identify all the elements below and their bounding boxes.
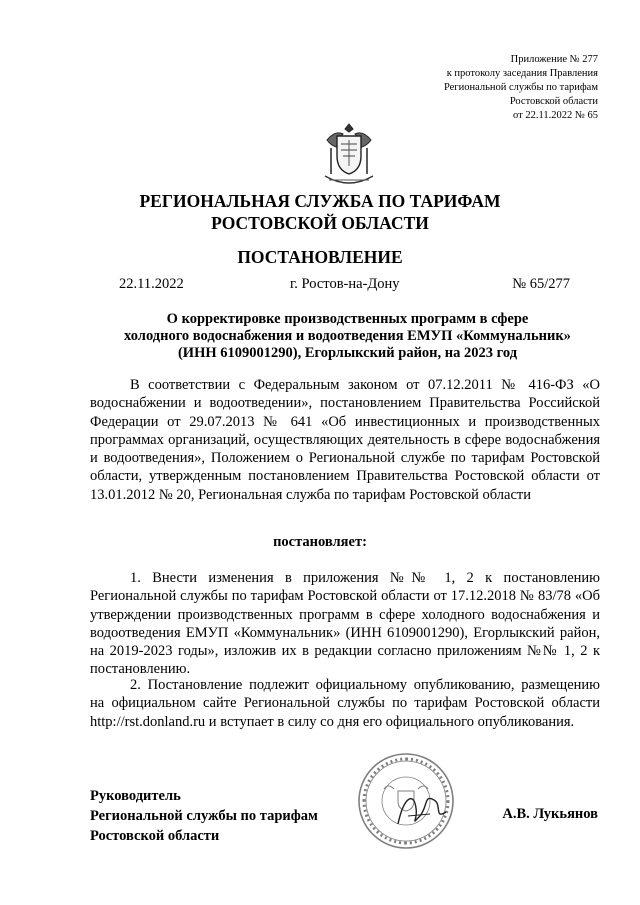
signer-title-line: Ростовской области: [90, 828, 220, 844]
appendix-line: Ростовской области: [509, 96, 598, 107]
appendix-line: Региональной службы по тарифам: [443, 82, 598, 93]
document-subject: [90, 311, 605, 362]
document-date: 22.11.2022: [119, 276, 184, 292]
appendix-line: к протоколу заседания Правления: [446, 68, 598, 79]
coat-of-arms-icon: [313, 118, 385, 190]
signer-title-line: Руководитель: [90, 788, 181, 804]
signer-title: [90, 786, 318, 846]
document-number: № 65/277: [512, 276, 570, 292]
subject-line: О корректировке производственных программ в сфере: [166, 311, 529, 327]
org-title-line: РОСТОВСКОЙ ОБЛАСТИ: [211, 213, 429, 233]
handwritten-signature-icon: [394, 786, 450, 834]
subject-line: (ИНН 6109001290), Егорлыкский район, на 2023 год: [177, 345, 518, 361]
org-title-line: РЕГИОНАЛЬНАЯ СЛУЖБА ПО ТАРИФАМ: [139, 191, 501, 211]
signer-title-line: Региональной службы по тарифам: [90, 808, 318, 824]
resolution-item-2: 2. Постановление подлежит официальному опубликованию, размещению на официальном сайте Региональной службы по тарифам Ростовской области http://rst.donland.ru и вступает в силу со дня его официального опубликования.: [90, 677, 600, 730]
appendix-line: от 22.11.2022 № 65: [513, 110, 598, 121]
appendix-line: Приложение № 277: [510, 54, 598, 65]
organization-title: [0, 190, 640, 234]
appendix-note: [444, 53, 598, 123]
decree-word: постановляет:: [273, 534, 367, 550]
resolution-item-1: 1. Внести изменения в приложения №№ 1, 2 к постановлению Региональной службы по тарифам Ростовской области от 17.12.2018 № 83/78 «Об утверждении производственных программ в сфере холодного водоснабжения и водоотведения ЕМУП «Коммунальник» (ИНН 6109001290), Егорлыкский район, на 2019-2023 годы», изложив их в редакции согласно приложениям №№ 1, 2 к постановлению.: [90, 570, 600, 678]
document-city: г. Ростов-на-Дону: [290, 276, 400, 292]
subject-line: холодного водоснабжения и водоотведения ЕМУП «Коммунальник»: [124, 328, 571, 344]
document-type-heading: ПОСТАНОВЛЕНИЕ: [237, 247, 403, 267]
signer-name: А.В. Лукьянов: [502, 806, 598, 822]
preamble-paragraph: В соответствии с Федеральным законом от 07.12.2011 № 416-ФЗ «О водоснабжении и водоотведении», постановлением Правительства Российской Федерации от 29.07.2013 № 641 «Об инвестиционных и производственных программах организаций, осуществляющих деятельность в сфере водоснабжения и водоотведения», Положением о Региональной службе по тарифам Ростовской области, утвержденным постановлением Правительства Ростовской области от 13.01.2012 № 20, Региональная служба по тарифам Ростовской области: [90, 377, 600, 503]
